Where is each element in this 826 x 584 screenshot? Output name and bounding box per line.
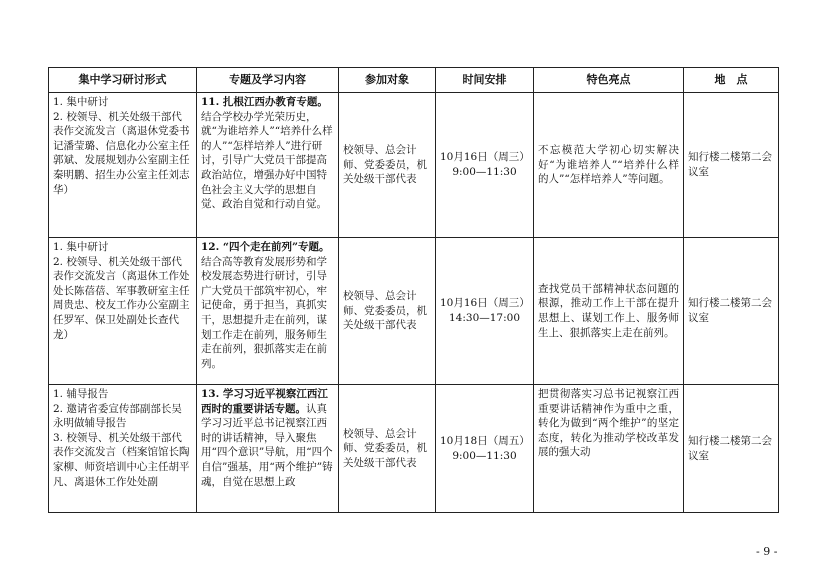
form-cell	[49, 93, 197, 238]
topic-body: 结合高等教育发展形势和学校发展态势进行研讨，引导广大党员干部筑牢初心，牢记使命，勇于担当，真抓实干，思想提升走在前列，谋划工作走在前列，服务师生走在前列，狠抓落实走在前列。	[201, 255, 327, 370]
form-cell	[49, 238, 197, 385]
time-range: 9:00—11:30	[452, 166, 517, 178]
participants-cell: 校领导、总会计师、党委委员，机关处级干部代表	[339, 93, 436, 238]
form-line: 1. 辅导报告	[53, 388, 109, 400]
location-cell: 知行楼二楼第二会议室	[684, 238, 779, 385]
topic-title: 12. “四个走在前列”专题。	[201, 241, 330, 253]
feature-cell: 不忘模范大学初心切实解决好“为谁培养人”“培养什么样的人”“怎样培养人”等问题。	[534, 93, 684, 238]
table-header-row	[49, 68, 779, 93]
header-features: 特色亮点	[534, 68, 684, 93]
time-range: 9:00—11:30	[452, 449, 517, 462]
feature-cell: 把贯彻落实习总书记视察江西重要讲话精神作为重中之重，转化为做到“两个维护”的坚定态度，转化为推动学校改革发展的强大动	[534, 385, 684, 513]
table-row	[49, 238, 779, 385]
table-row	[49, 385, 779, 513]
time-cell	[436, 385, 534, 513]
header-participants: 参加对象	[339, 68, 436, 93]
topic-title: 11. 扎根江西办教育专题。	[201, 96, 328, 108]
header-form: 集中学习研讨形式	[49, 68, 197, 93]
form-line: 1. 集中研讨	[53, 241, 109, 253]
topic-body: 结合学校办学光荣历史，就“为谁培养人”“培养什么样的人”“怎样培养人”进行研讨，引导广大党员干部提高政治站位，增强办好中国特色社会主义大学的思想自觉、政治自觉和行动自觉。	[201, 110, 333, 211]
time-cell	[436, 238, 534, 385]
feature-cell: 查找党员干部精神状态问题的根源，推动工作上干部在提升思想上、谋划工作上、服务师生上、狠抓落实上走在前列。	[534, 238, 684, 385]
time-date: 10月16日（周三）	[440, 297, 530, 310]
form-line: 1. 集中研讨	[53, 96, 109, 108]
topic-cell	[197, 385, 339, 513]
participants-cell: 校领导、总会计师、党委委员，机关处级干部代表	[339, 238, 436, 385]
study-schedule-table	[48, 67, 779, 513]
participants-cell: 校领导、总会计师、党委委员，机关处级干部代表	[339, 385, 436, 513]
time-date: 10月18日（周五）	[440, 434, 530, 447]
topic-cell	[197, 238, 339, 385]
topic-cell	[197, 93, 339, 238]
table-row	[49, 93, 779, 238]
header-topic: 专题及学习内容	[197, 68, 339, 93]
form-line: 3. 校领导、机关处级干部代表作交流发言（档案馆馆长陶家柳、师资培训中心主任胡平凡、离退休工作处处副	[53, 431, 190, 488]
topic-title: 13. 学习习近平视察江西江西时的重要讲话专题。	[201, 388, 328, 415]
header-time: 时间安排	[436, 68, 534, 93]
form-line: 2. 校领导、机关处级干部代表作交流发言（离退休党委书记潘莹璐、信息化办公室主任郭斌、发展规划办公室副主任秦明鹏、招生办公室主任刘志华）	[53, 110, 190, 196]
time-range: 14:30—17:00	[448, 312, 521, 324]
topic-body: 认真学习习近平总书记视察江西时的讲话精神，导入聚焦用“四个意识”导航，用“四个自信”强基，用“两个维护”铸魂，自觉在思想上政	[201, 402, 333, 488]
location-cell: 知行楼二楼第二会议室	[684, 385, 779, 513]
time-date: 10月16日（周三）	[440, 151, 530, 164]
form-cell	[49, 385, 197, 513]
form-line: 2. 邀请省委宣传部副部长吴永明做辅导报告	[53, 402, 182, 430]
page-number: - 9 -	[756, 545, 778, 558]
header-location: 地 点	[684, 68, 779, 93]
time-cell	[436, 93, 534, 238]
location-cell: 知行楼二楼第二会议室	[684, 93, 779, 238]
form-line: 2. 校领导、机关处级干部代表作交流发言（离退休工作处处长陈蓓蓓、军事教研室主任周贵忠、校友工作办公室副主任罗军、保卫处副处长查代龙）	[53, 255, 190, 341]
